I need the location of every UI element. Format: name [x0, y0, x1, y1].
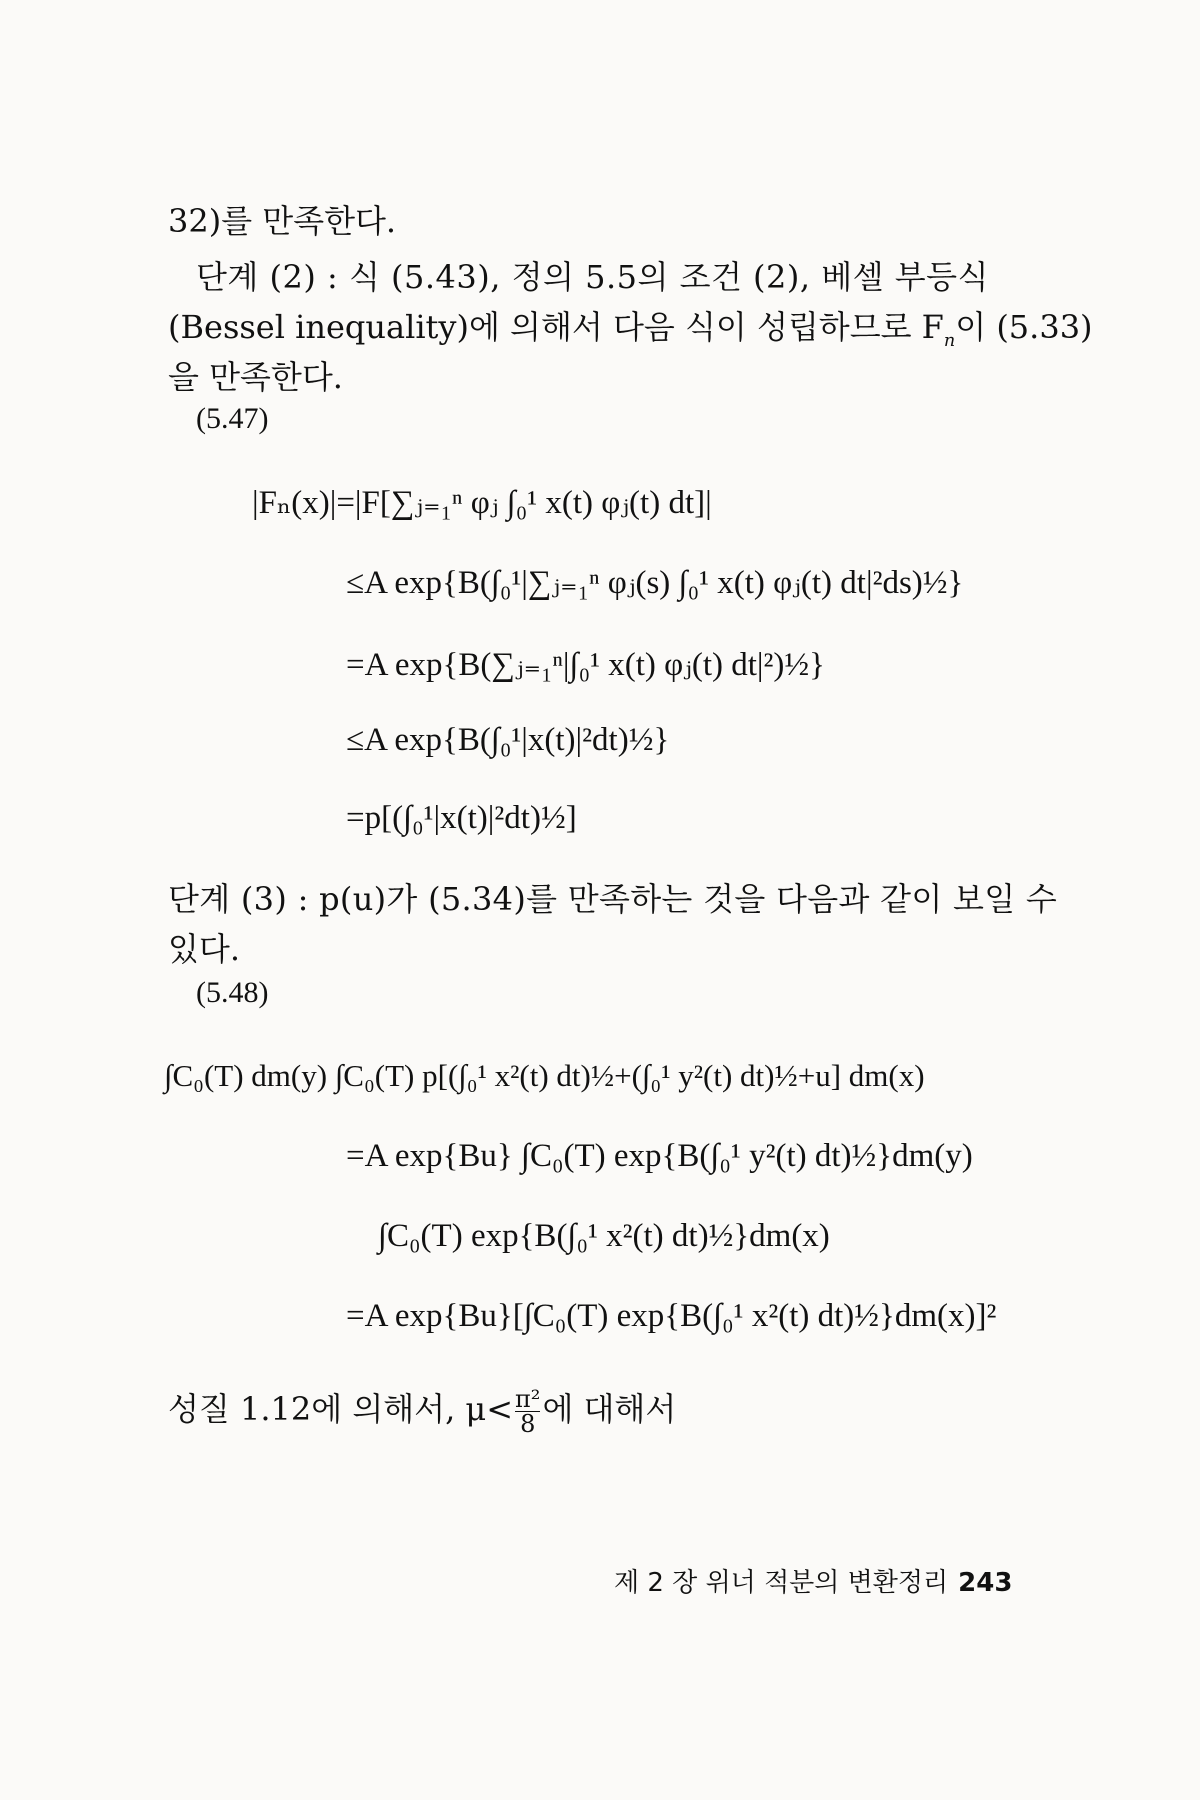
- step2-text: (Bessel inequality)에 의해서 다음 식이 성립하므로 F: [168, 308, 944, 346]
- equation-547-line-3: =A exp{B(∑ⱼ₌₁ⁿ|∫₀¹ x(t) φⱼ(t) dt|²)½}: [346, 647, 826, 683]
- chapter-title: 제 2 장 위너 적분의 변환정리: [614, 1568, 949, 1598]
- equation-number-548: (5.48): [196, 976, 269, 1009]
- fraction: [515, 1387, 540, 1436]
- property-text: 성질 1.12에 의해서, μ<: [168, 1390, 514, 1428]
- property-tail: 에 대해서: [542, 1390, 677, 1428]
- fraction-numerator: π²: [515, 1385, 541, 1413]
- step2-tail: 이 (5.33): [955, 308, 1093, 346]
- equation-547-line-5: =p[(∫₀¹|x(t)|²dt)½]: [346, 800, 577, 836]
- step2-line-3: 을 만족한다.: [168, 358, 343, 396]
- subscript-n: n: [943, 330, 956, 351]
- text-line-continuation: 32)를 만족한다.: [168, 202, 397, 240]
- equation-548-line-3: ∫C₀(T) exp{B(∫₀¹ x²(t) dt)½}dm(x): [378, 1218, 830, 1254]
- property-line: [168, 1384, 676, 1436]
- equation-548-line-2: =A exp{Bu} ∫C₀(T) exp{B(∫₀¹ y²(t) dt)½}dm(y): [346, 1138, 973, 1174]
- equation-number-547: (5.47): [196, 402, 269, 435]
- equation-547-line-1: |Fₙ(x)|=|F[∑ⱼ₌₁ⁿ φⱼ ∫₀¹ x(t) φⱼ(t) dt]|: [252, 485, 712, 521]
- equation-548-line-1: ∫C₀(T) dm(y) ∫C₀(T) p[(∫₀¹ x²(t) dt)½+(∫₀¹ y²(t) dt)½+u] dm(x): [164, 1058, 925, 1093]
- fraction-denominator: 8: [520, 1410, 536, 1438]
- step2-line: 단계 (2) : 식 (5.43), 정의 5.5의 조건 (2), 베셀 부등식: [196, 258, 989, 296]
- page-footer: [614, 1562, 1012, 1599]
- equation-547-line-4: ≤A exp{B(∫₀¹|x(t)|²dt)½}: [346, 722, 670, 758]
- equation-548-line-4: =A exp{Bu}[∫C₀(T) exp{B(∫₀¹ x²(t) dt)½}dm(x)]²: [346, 1298, 997, 1334]
- step3-line-2: 있다.: [168, 930, 240, 968]
- page-number: 243: [958, 1568, 1013, 1598]
- step2-line-2: [168, 302, 1093, 351]
- step3-line: 단계 (3) : p(u)가 (5.34)를 만족하는 것을 다음과 같이 보일 수: [168, 880, 1058, 918]
- equation-547-line-2: ≤A exp{B(∫₀¹|∑ⱼ₌₁ⁿ φⱼ(s) ∫₀¹ x(t) φⱼ(t) dt|²ds)½}: [346, 565, 964, 601]
